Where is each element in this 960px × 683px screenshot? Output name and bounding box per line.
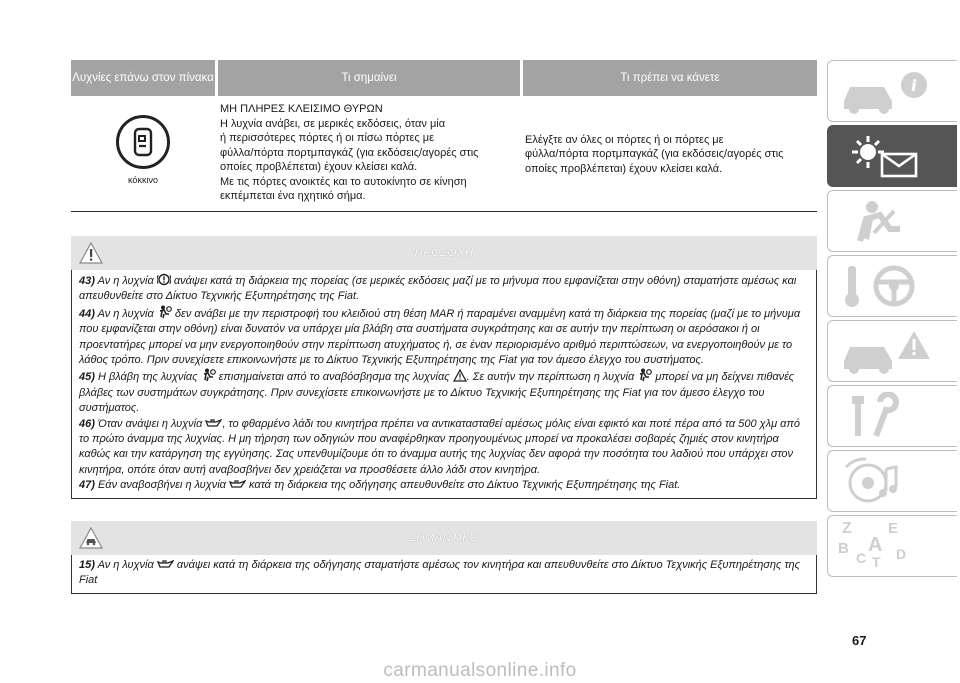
tab-multimedia[interactable] — [827, 450, 957, 512]
safety-belt-icon — [838, 197, 938, 245]
engine-failure-icon — [157, 273, 171, 286]
meaning-line: ή περισσότερες πόρτες ή οι πίσω πόρτες με — [220, 132, 435, 144]
important-item-15: 15) Αν η λυχνία ανάψει κατά τη διάρκεια της οδήγησης σταματήστε αμέσως τον κινητήρα και απευθυνθείτε στο Δίκτυο Τεχνικής Εξυπηρέτησης της Fiat — [79, 559, 801, 587]
door-open-icon — [116, 115, 170, 169]
meaning-line: εκπέμπεται ένα ηχητικό σήμα. — [220, 190, 366, 202]
warning-lights-icon — [838, 132, 938, 180]
table-header — [71, 60, 817, 96]
warning-triangle-icon — [453, 369, 467, 382]
steering-wheel-key-icon — [838, 262, 938, 310]
airbag-icon — [201, 368, 216, 382]
warning-item-44: 44) Αν η λυχνία δεν ανάβει με την περιστροφή του κλειδιού στη θέση MAR ή παραμένει αναμμένη κατά τη διάρκεια της πορείας (μαζί με το μήνυμα που εμφανίζεται στην οθόνη) είναι δυνατόν να υπάρχει μία βλάβη στα συστήματα συγκράτησης και σε αυτήν την περίπτωση οι αερόσακοι ή οι προεντατήρες μπορεί να μην ενεργοποιηθούν στην περίπτωση ατυχήματος ή, σε έναν περιορισμένο αριθμό περιπτώσεων, να ενεργοποιηθούν με το λάθος τρόπο. Πριν συνεχίσετε επικοινωνήστε με το Δίκτυο Τεχνικής Εξυπηρέτησης της Fiat για τον άμεσο έλεγχο του συστήματος. — [79, 305, 811, 369]
lamp-cell — [71, 98, 215, 211]
tools-icon — [838, 392, 938, 440]
meaning-line: οποίες προβλέπεται) έχουν κλείσει καλά. — [220, 161, 418, 173]
important-box — [71, 521, 817, 594]
warning-triangle-icon — [79, 242, 103, 264]
watermark: carmanualsonline.info — [383, 660, 577, 681]
page-number: 67 — [852, 633, 867, 648]
index-letters-icon: Z E B A C T D — [838, 520, 907, 570]
warning-header — [71, 236, 817, 270]
car-info-icon — [838, 67, 938, 115]
tab-index[interactable] — [827, 515, 957, 577]
table-row — [71, 98, 817, 212]
important-title: ΣΗΜΑΝΤΙΚΟ — [409, 532, 479, 544]
header-meaning: Τι σημαίνει — [218, 60, 520, 96]
header-lamps: Λυχνίες επάνω στον πίνακα — [71, 60, 215, 96]
warning-title: ΠΡΟΣΟΧΗ — [414, 247, 474, 259]
tab-safety[interactable] — [827, 190, 957, 252]
action-line: φύλλα/πόρτα πορτμπαγκάζ (για εκδόσεις/αγορές στις — [525, 148, 784, 161]
warning-item-47: 47) Εάν αναβοσβήνει η λυχνία κατά τη διάρκεια της οδήγησης απευθυνθείτε στο Δίκτυο Τεχνικής Εξυπηρέτησης της Fiat. — [79, 479, 681, 492]
car-warning-icon — [838, 327, 938, 375]
warning-box — [71, 236, 817, 499]
tab-starting-driving[interactable] — [827, 255, 957, 317]
warning-item-46: 46) Όταν ανάψει η λυχνία , το φθαρμένο λάδι του κινητήρα πρέπει να αντικατασταθεί αμέσως μόλις είναι εφικτό και ποτέ πέρα από τα 500 χλμ από το πρώτο άναμμα της λυχνίας. Η μη τήρηση των οδηγιών που αναφέρθηκαν προηγουμένως μπορεί να προκαλέσει σοβαρές ζημιές στον κινητήρα καθώς και την κατάργηση της εγγύησης. Σας υπενθυμίζουμε ότι το άναμμα αυτής της λυχνίας δεν αφορά την ποσότητα του λαδιού που υπάρχει στον κινητήρα, οπότε όταν αυτή αναβοσβήνει δεν χρειάζεται να προσθέσετε άλλο λάδι στον κινητήρα. — [79, 417, 800, 476]
oil-can-icon — [157, 559, 174, 570]
header-action: Τι πρέπει να κάνετε — [523, 60, 817, 96]
meaning-line: Με τις πόρτες ανοικτές και το αυτοκίνητο σε κίνηση — [220, 175, 467, 188]
warning-item-45: 45) Η βλάβη της λυχνίας επισημαίνεται από το αναβόσβησμα της λυχνίας . Σε αυτήν την περίπτωση η λυχνία μπορεί να μη δείχνει πιθανές βλάβες των συστημάτων συγκράτησης. Πριν συνεχίσετε επικοινωνήστε με το Δίκτυο Τεχνικής Εξυπηρέτησης της Fiat για τον άμεσο έλεγχο του συστήματος. — [79, 368, 811, 416]
meaning-cell — [215, 98, 520, 211]
meaning-title: ΜΗ ΠΛΗΡΕΣ ΚΛΕΙΣΙΜΟ ΘΥΡΩΝ — [220, 103, 383, 115]
multimedia-icon — [838, 457, 938, 505]
important-body — [71, 555, 817, 594]
tab-emergency[interactable] — [827, 320, 957, 382]
tab-knowing-vehicle[interactable] — [827, 60, 957, 122]
warning-body — [71, 270, 817, 499]
oil-can-icon — [205, 418, 222, 429]
oil-can-icon — [229, 479, 246, 490]
action-cell — [520, 98, 817, 211]
svg-text:i: i — [911, 76, 918, 95]
chapter-tabs — [827, 60, 957, 580]
lamp-color-label: κόκκινο — [128, 175, 158, 186]
warning-item-43: 43) Αν η λυχνία ανάψει κατά τη διάρκεια της πορείας (σε μερικές εκδόσεις μαζί με το μήνυμα που εμφανίζεται στην οθόνη) σταματήστε αμέσως και απευθυνθείτε στο Δίκτυο Τεχνικής Εξυπηρέτησης της Fiat. — [79, 275, 797, 303]
important-header — [71, 521, 817, 555]
meaning-line: Η λυχνία ανάβει, σε μερικές εκδόσεις, όταν μία — [220, 117, 446, 130]
action-line: Ελέγξτε αν όλες οι πόρτες ή οι πόρτες με — [525, 133, 724, 146]
airbag-icon — [157, 305, 172, 319]
tab-warning-lights[interactable] — [827, 125, 957, 187]
action-line: οποίες προβλέπεται) έχουν κλείσει καλά. — [525, 162, 723, 175]
tab-maintenance[interactable] — [827, 385, 957, 447]
meaning-line: φύλλα/πόρτα πορτμπαγκάζ (για εκδόσεις/αγορές στις — [220, 146, 479, 159]
airbag-icon — [637, 368, 652, 382]
warning-lamp-table — [71, 60, 817, 212]
car-service-icon — [79, 527, 103, 549]
